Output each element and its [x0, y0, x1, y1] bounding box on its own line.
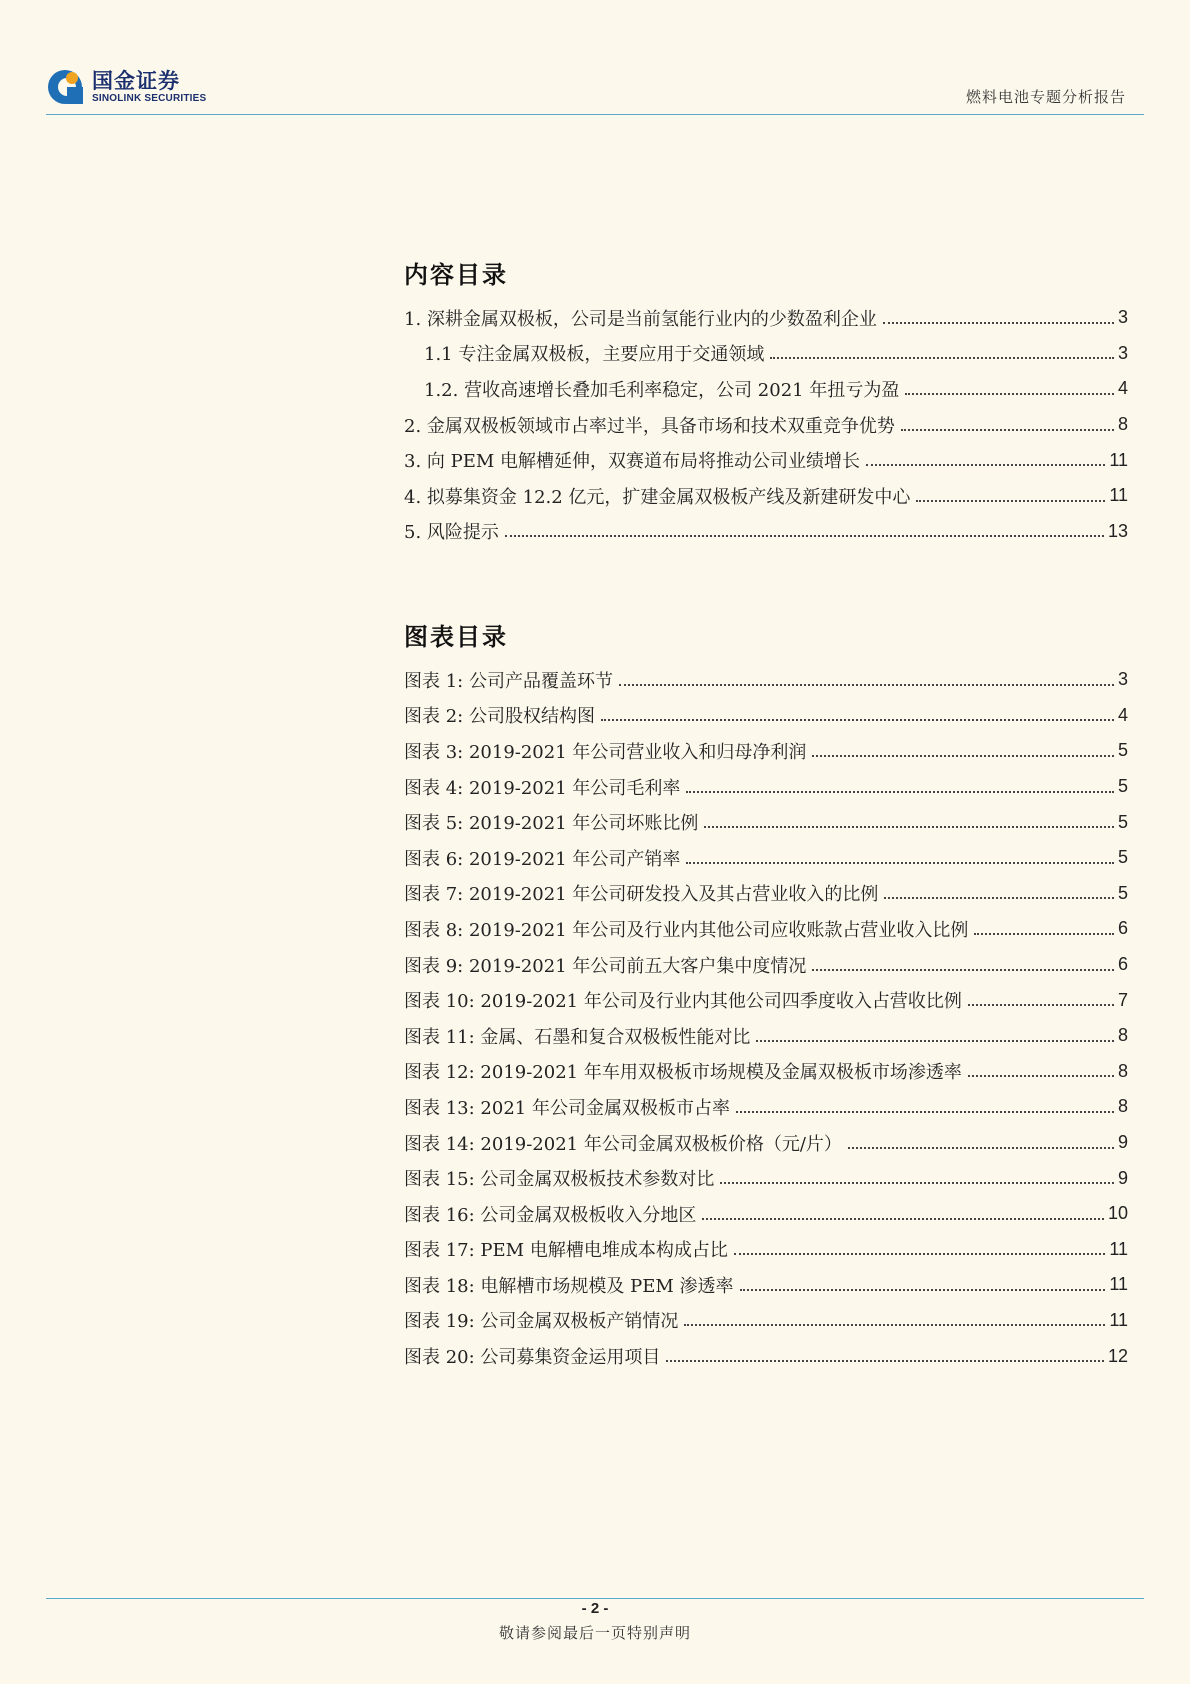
- figure-entry[interactable]: [404, 733, 1128, 769]
- figure-entry-label: 图表 5: 2019-2021 年公司坏账比例: [404, 813, 699, 835]
- page-header: [46, 66, 1144, 114]
- toc-entry[interactable]: [404, 407, 1128, 443]
- dot-leader: [740, 1289, 1106, 1291]
- toc-entry-page: 8: [1117, 414, 1128, 435]
- dot-leader: [619, 684, 1114, 686]
- dot-leader: [901, 429, 1114, 431]
- toc-entry-label: 2. 金属双极板领域市占率过半，具备市场和技术双重竞争优势: [404, 415, 895, 437]
- figure-entry-label: 图表 17: PEM 电解槽电堆成本构成占比: [404, 1240, 728, 1262]
- company-logo: [46, 68, 206, 106]
- figure-entry-page: 4: [1117, 704, 1128, 725]
- figure-entry-page: 5: [1117, 811, 1128, 832]
- figure-entry-page: 5: [1117, 776, 1128, 797]
- dot-leader: [848, 1147, 1114, 1149]
- figure-entry[interactable]: [404, 911, 1128, 947]
- toc-entry-label: 1. 深耕金属双极板，公司是当前氢能行业内的少数盈利企业: [404, 308, 877, 330]
- figure-entry[interactable]: [404, 1018, 1128, 1054]
- figure-entry-label: 图表 14: 2019-2021 年公司金属双极板价格（元/片）: [404, 1133, 842, 1155]
- dot-leader: [704, 826, 1114, 828]
- dot-leader: [812, 969, 1114, 971]
- figures-list: [404, 662, 1128, 1374]
- figure-entry-label: 图表 16: 公司金属双极板收入分地区: [404, 1204, 697, 1226]
- figure-entry-label: 图表 9: 2019-2021 年公司前五大客户集中度情况: [404, 955, 807, 977]
- figure-entry-page: 5: [1117, 882, 1128, 903]
- figure-entry[interactable]: [404, 1232, 1128, 1268]
- figure-entry-label: 图表 15: 公司金属双极板技术参数对比: [404, 1169, 715, 1191]
- figure-entry-label: 图表 11: 金属、石墨和复合双极板性能对比: [404, 1026, 751, 1048]
- figure-entry-page: 9: [1117, 1132, 1128, 1153]
- dot-leader: [702, 1218, 1104, 1220]
- figure-entry-label: 图表 10: 2019-2021 年公司及行业内其他公司四季度收入占营收比例: [404, 991, 962, 1013]
- figure-entry-label: 图表 13: 2021 年公司金属双极板市占率: [404, 1097, 730, 1119]
- dot-leader: [916, 500, 1105, 502]
- report-title: 燃料电池专题分析报告: [965, 88, 1126, 106]
- figure-entry[interactable]: [404, 1267, 1128, 1303]
- dot-leader: [968, 1075, 1114, 1077]
- figure-entry-page: 5: [1117, 740, 1128, 761]
- contents-list: [404, 300, 1128, 549]
- page-number: - 2 -: [581, 1600, 609, 1617]
- toc-entry-page: 3: [1117, 307, 1128, 328]
- dot-leader: [686, 862, 1114, 864]
- toc-entry-page: 11: [1109, 485, 1128, 506]
- dot-leader: [866, 464, 1105, 466]
- dot-leader: [770, 357, 1114, 359]
- header-divider: [46, 114, 1144, 115]
- logo-english-name: SINOLINK SECURITIES: [92, 93, 207, 104]
- figure-entry[interactable]: [404, 982, 1128, 1018]
- toc-entry[interactable]: [404, 336, 1128, 372]
- toc-entry-page: 11: [1109, 449, 1128, 470]
- figure-entry[interactable]: [404, 662, 1128, 698]
- figure-entry-label: 图表 8: 2019-2021 年公司及行业内其他公司应收账款占营业收入比例: [404, 919, 969, 941]
- toc-entry[interactable]: [404, 371, 1128, 407]
- figure-entry[interactable]: [404, 769, 1128, 805]
- dot-leader: [734, 1253, 1105, 1255]
- figure-entry-page: 6: [1117, 954, 1128, 975]
- figure-entry[interactable]: [404, 1125, 1128, 1161]
- figure-entry[interactable]: [404, 947, 1128, 983]
- figure-entry[interactable]: [404, 1089, 1128, 1125]
- footer-divider: [46, 1598, 1144, 1599]
- dot-leader: [736, 1111, 1114, 1113]
- figures-title: 图表目录: [404, 623, 508, 651]
- logo-icon: [46, 68, 84, 106]
- figure-entry-label: 图表 7: 2019-2021 年公司研发投入及其占营业收入的比例: [404, 884, 879, 906]
- figure-entry-label: 图表 4: 2019-2021 年公司毛利率: [404, 777, 681, 799]
- figure-entry-page: 11: [1109, 1238, 1128, 1259]
- dot-leader: [884, 897, 1114, 899]
- figure-entry-label: 图表 12: 2019-2021 年车用双极板市场规模及金属双极板市场渗透率: [404, 1062, 962, 1084]
- figure-entry-page: 8: [1117, 1096, 1128, 1117]
- figure-entry[interactable]: [404, 1196, 1128, 1232]
- toc-entry[interactable]: [404, 442, 1128, 478]
- dot-leader: [505, 535, 1104, 537]
- figure-entry-label: 图表 2: 公司股权结构图: [404, 706, 595, 728]
- figure-entry[interactable]: [404, 804, 1128, 840]
- figure-entry-page: 9: [1117, 1167, 1128, 1188]
- dot-leader: [905, 393, 1114, 395]
- figure-entry-page: 7: [1117, 989, 1128, 1010]
- figure-entry[interactable]: [404, 840, 1128, 876]
- figure-entry-page: 10: [1107, 1203, 1128, 1224]
- toc-entry-label: 4. 拟募集资金 12.2 亿元，扩建金属双极板产线及新建研发中心: [404, 486, 911, 508]
- figure-entry-page: 6: [1117, 918, 1128, 939]
- toc-entry[interactable]: [404, 300, 1128, 336]
- dot-leader: [686, 791, 1114, 793]
- figure-entry-label: 图表 18: 电解槽市场规模及 PEM 渗透率: [404, 1275, 734, 1297]
- dot-leader: [720, 1182, 1114, 1184]
- figure-entry[interactable]: [404, 1338, 1128, 1374]
- figure-entry-label: 图表 19: 公司金属双极板产销情况: [404, 1311, 679, 1333]
- figure-entry-label: 图表 3: 2019-2021 年公司营业收入和归母净利润: [404, 741, 807, 763]
- dot-leader: [883, 322, 1114, 324]
- toc-entry-label: 1.2. 营收高速增长叠加毛利率稳定，公司 2021 年扭亏为盈: [424, 379, 900, 401]
- toc-entry-page: 3: [1117, 342, 1128, 363]
- figure-entry-page: 11: [1109, 1274, 1128, 1295]
- figure-entry[interactable]: [404, 1054, 1128, 1090]
- toc-entry[interactable]: [404, 514, 1128, 550]
- figure-entry-page: 3: [1117, 669, 1128, 690]
- figure-entry[interactable]: [404, 698, 1128, 734]
- contents-title: 内容目录: [404, 261, 508, 289]
- dot-leader: [756, 1040, 1114, 1042]
- figure-entry-label: 图表 1: 公司产品覆盖环节: [404, 670, 613, 692]
- dot-leader: [812, 755, 1114, 757]
- dot-leader: [684, 1324, 1105, 1326]
- disclaimer-note: 敬请参阅最后一页特别声明: [498, 1624, 691, 1642]
- figure-entry-page: 12: [1107, 1345, 1128, 1366]
- figure-entry[interactable]: [404, 876, 1128, 912]
- figure-entry[interactable]: [404, 1160, 1128, 1196]
- toc-entry-label: 3. 向 PEM 电解槽延伸，双赛道布局将推动公司业绩增长: [404, 451, 861, 473]
- dot-leader: [974, 933, 1114, 935]
- toc-entry-page: 13: [1107, 520, 1128, 541]
- figure-entry-label: 图表 6: 2019-2021 年公司产销率: [404, 848, 681, 870]
- dot-leader: [968, 1004, 1114, 1006]
- logo-chinese-name: 国金证券: [92, 69, 180, 93]
- figure-entry-page: 11: [1109, 1309, 1128, 1330]
- toc-entry-label: 1.1 专注金属双极板，主要应用于交通领域: [424, 344, 765, 366]
- dot-leader: [601, 719, 1114, 721]
- toc-entry[interactable]: [404, 478, 1128, 514]
- figure-entry-page: 5: [1117, 847, 1128, 868]
- toc-entry-page: 4: [1117, 378, 1128, 399]
- dot-leader: [666, 1360, 1104, 1362]
- figure-entry[interactable]: [404, 1303, 1128, 1339]
- figure-entry-page: 8: [1117, 1025, 1128, 1046]
- figure-entry-label: 图表 20: 公司募集资金运用项目: [404, 1347, 661, 1369]
- toc-entry-label: 5. 风险提示: [404, 522, 499, 544]
- figure-entry-page: 8: [1117, 1060, 1128, 1081]
